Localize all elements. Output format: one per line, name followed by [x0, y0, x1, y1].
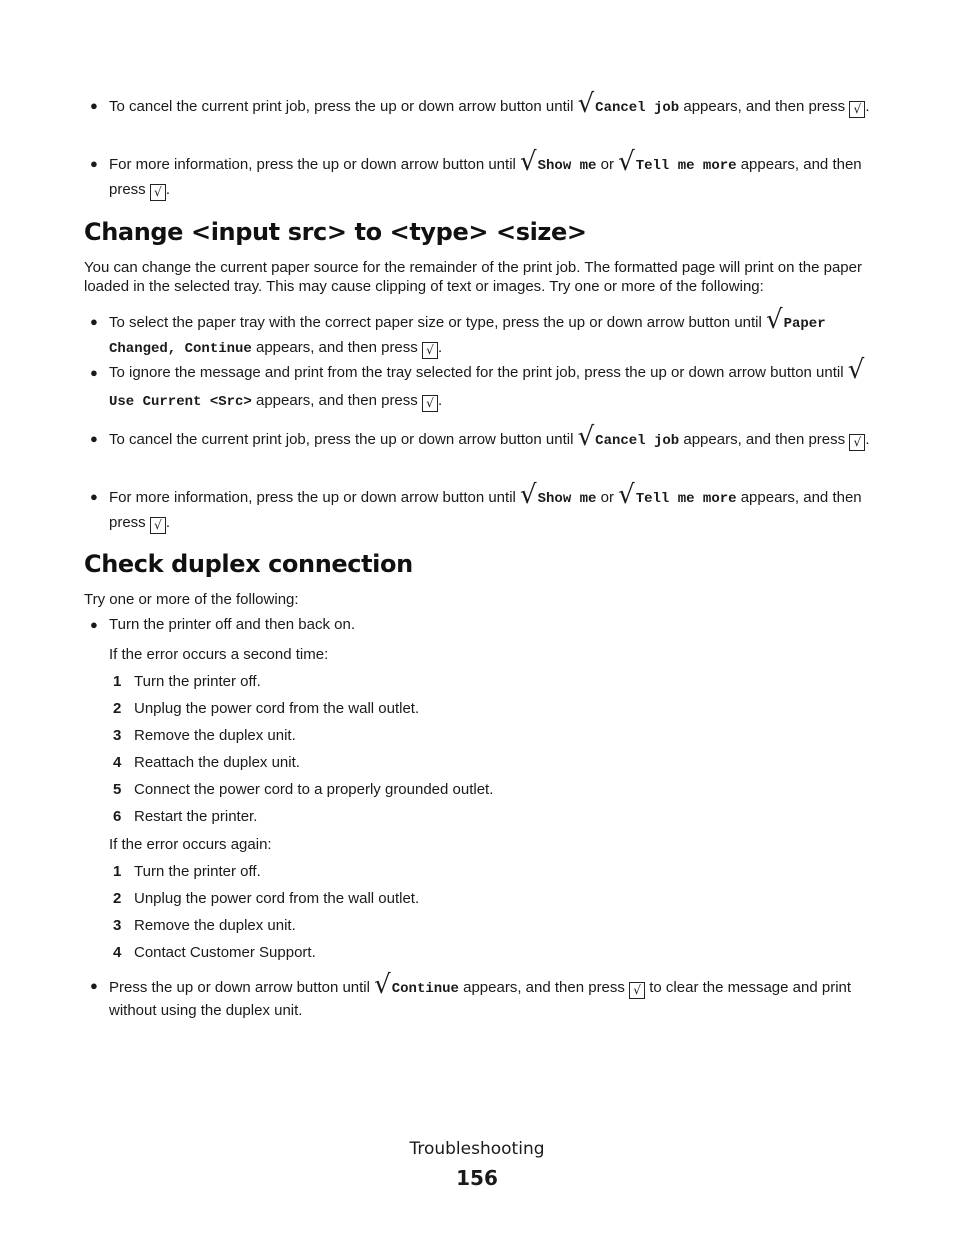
checkmark-icon: √ — [374, 970, 391, 1000]
step-number: 3 — [113, 727, 122, 744]
section-intro: Try one or more of the following: — [84, 591, 299, 608]
sub-label: If the error occurs again: — [109, 836, 272, 853]
code-text: Show me — [537, 491, 597, 507]
code-text: Paper Changed, Continue — [109, 316, 826, 357]
step-number: 6 — [113, 808, 122, 825]
checkmark-icon: √ — [847, 355, 865, 385]
bullet-icon: ● — [90, 156, 98, 171]
bullet-icon: ● — [90, 489, 98, 504]
select-button-icon: √ — [422, 395, 438, 412]
sub-label: If the error occurs a second time: — [109, 646, 329, 663]
step-text: Restart the printer. — [134, 808, 258, 825]
step-text: Unplug the power cord from the wall outlet. — [134, 700, 420, 717]
step-number: 5 — [113, 781, 122, 798]
code-text: Use Current <Src> — [109, 394, 252, 410]
select-button-icon: √ — [849, 101, 865, 118]
step-text: Turn the printer off. — [134, 863, 261, 880]
step-number: 4 — [113, 754, 122, 771]
step-number: 2 — [113, 890, 122, 907]
bullet-icon: ● — [90, 431, 98, 446]
checkmark-icon: √ — [577, 89, 595, 119]
footer-section-title: Troubleshooting — [409, 1139, 545, 1159]
code-text: Cancel job — [595, 433, 680, 449]
step-text: Reattach the duplex unit. — [134, 754, 300, 771]
step-number: 1 — [113, 863, 122, 880]
section-intro: You can change the current paper source for the remainder of the print job. The formatted page will print on the paper loaded in the selected tray. This may cause clipping of text or images. Try one or more of the following: — [84, 259, 862, 295]
select-button-icon: √ — [849, 434, 865, 451]
step-text: Unplug the power cord from the wall outlet. — [134, 890, 420, 907]
step-number: 4 — [113, 944, 122, 961]
checkmark-icon: √ — [577, 422, 595, 452]
bullet-icon: ● — [90, 98, 98, 113]
bullet-icon: ● — [90, 314, 98, 329]
page-number: 156 — [456, 1166, 498, 1190]
select-button-icon: √ — [422, 342, 438, 359]
select-button-icon: √ — [150, 184, 166, 201]
checkmark-icon: √ — [520, 147, 537, 177]
checkmark-icon: √ — [618, 480, 635, 510]
checkmark-icon: √ — [766, 305, 783, 335]
code-text: Show me — [537, 158, 597, 174]
code-text: Cancel job — [595, 100, 680, 116]
select-button-icon: √ — [629, 982, 645, 999]
step-number: 2 — [113, 700, 122, 717]
step-text: Remove the duplex unit. — [134, 917, 296, 934]
section-heading: Change <input src> to <type> <size> — [84, 218, 587, 246]
bullet-icon: ● — [90, 365, 98, 380]
step-number: 3 — [113, 917, 122, 934]
select-button-icon: √ — [150, 517, 166, 534]
code-text: Tell me more — [635, 158, 737, 174]
step-number: 1 — [113, 673, 122, 690]
step-text: Connect the power cord to a properly grounded outlet. — [134, 781, 494, 798]
checkmark-icon: √ — [520, 480, 537, 510]
bullet-icon: ● — [90, 617, 98, 632]
checkmark-icon: √ — [618, 147, 635, 177]
step-text: Remove the duplex unit. — [134, 727, 296, 744]
step-text: Contact Customer Support. — [134, 944, 316, 961]
section-heading: Check duplex connection — [84, 550, 413, 578]
code-text: Tell me more — [635, 491, 737, 507]
code-text: Continue — [391, 981, 459, 997]
document-page: ● To cancel the current print job, press the up or down arrow button until √Cancel job appears, and then press √ . ● For more information, press the up or down arrow button until √Show me or √Tell me more appears, and then press √ . Change <input src> to <type> <size> You can change the current paper source for the remainder of the print job. The formatted page will print on the paper loaded in the selected tray. This may cause clipping of text or images. Try one or more of the following: ● To select the paper tray with the correct paper size or type, press the up or down arrow button until √Paper Changed, Continue appears, and then press √ . ● To ignore the message and print from the tray selected for the print job, press the up or down arrow button until √Use Current <Src> appears, and then press √ . ● To cancel the current print job, press the up or down arrow button until √Cancel job appears, and then press √ . ● For more information, press the up or down arrow button until √Show me or √Tell me more appears, and then press √ . Check duplex connection Try one or more of the following: ● Turn the printer off and then back on. If the error occurs a second time: 1 Turn the printer off. 2 Unplug the power cord from the wall outlet. 3 Remove the duplex unit. 4 Reattach the duplex unit. 5 Connect the power cord to a properly grounded outlet. 6 Restart the printer. If the error occurs again: 1 Turn the printer off. 2 Unplug the power cord from the wall outlet. 3 Remove the duplex unit. 4 Contact Customer Support. ● Press the up or down arrow button until √Continue appears, and then press √ to clear the message and print without using the duplex unit. Troubleshooting 156 — [0, 0, 954, 1235]
step-text: Turn the printer off. — [134, 673, 261, 690]
bullet-icon: ● — [90, 978, 98, 993]
